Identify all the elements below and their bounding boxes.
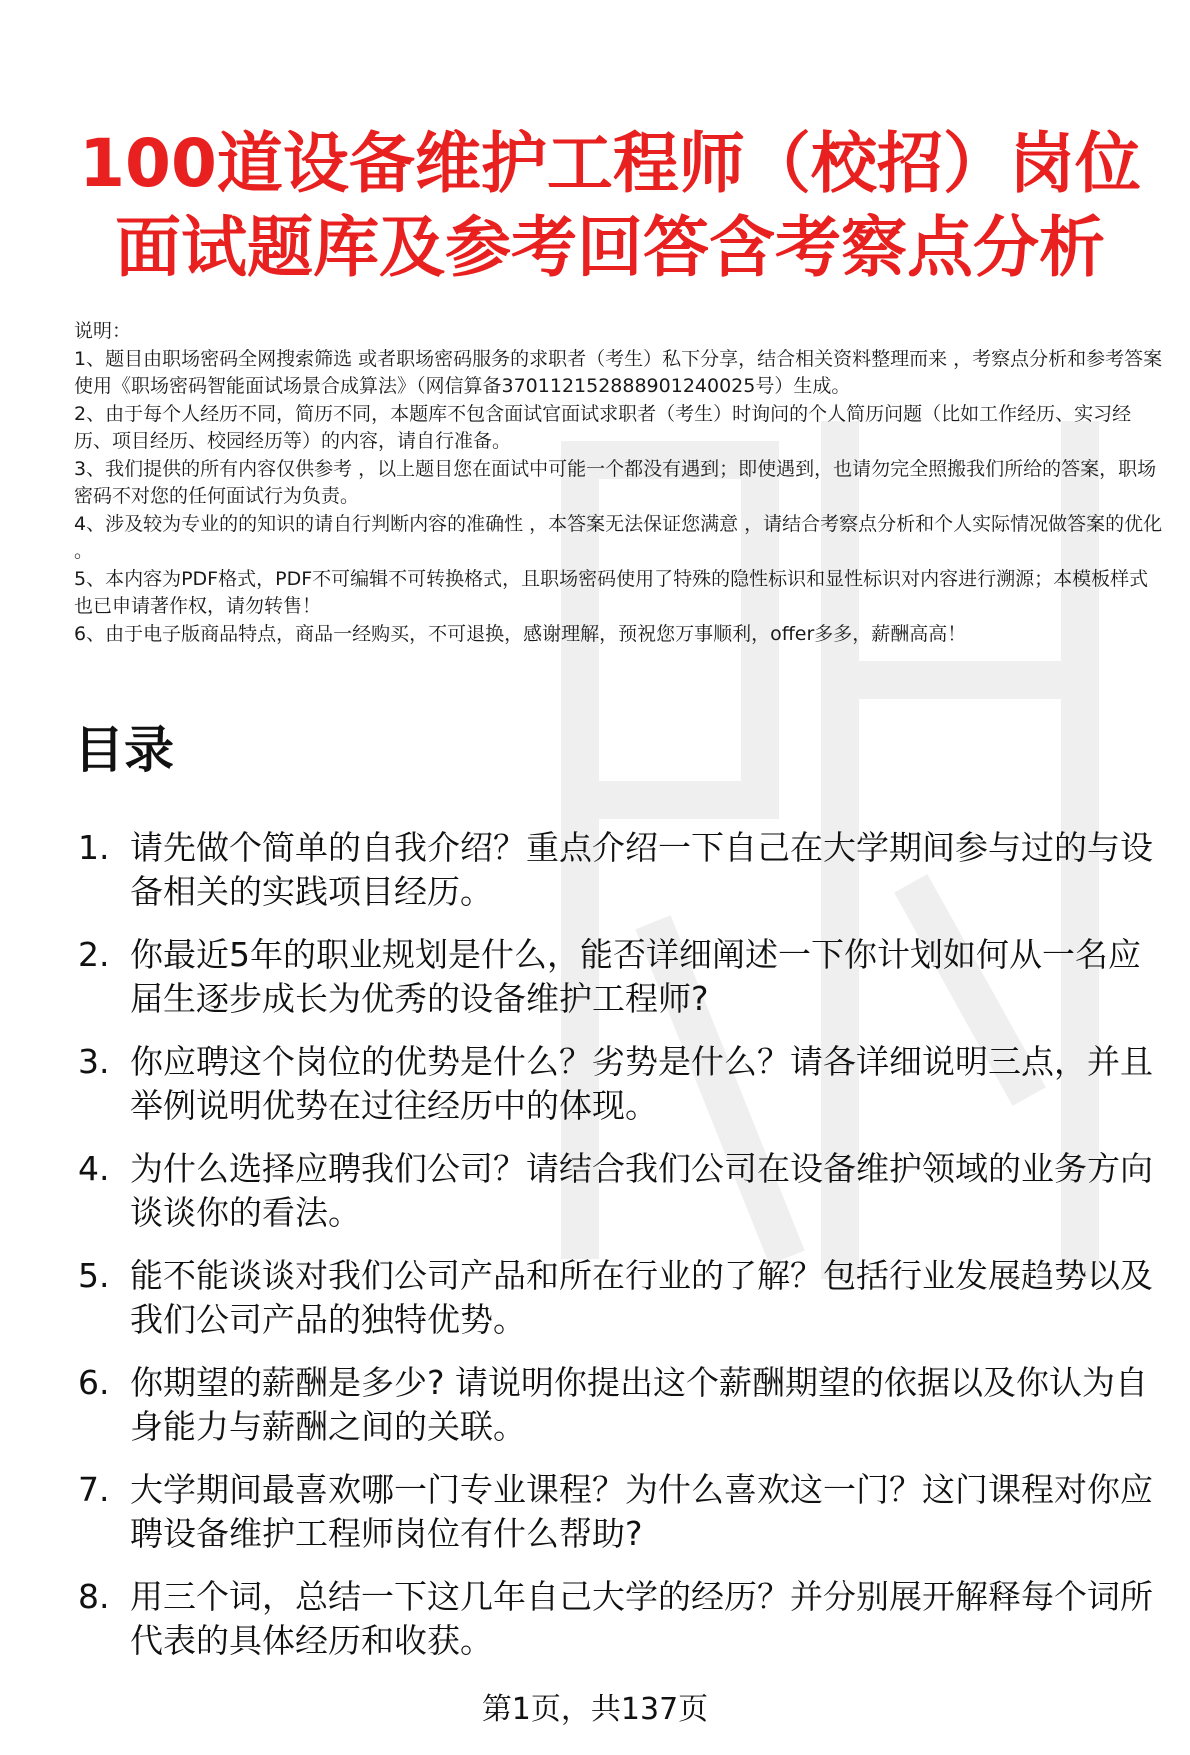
toc-item-text: 你期望的薪酬是多少? 请说明你提出这个薪酬期望的依据以及你认为自身能力与薪酬之间的关联。 — [130, 1363, 1149, 1446]
toc-item-number: 2. — [78, 935, 110, 974]
toc-item-number: 6. — [78, 1363, 110, 1402]
toc-item[interactable] — [78, 1147, 1168, 1235]
toc-item[interactable] — [78, 1575, 1168, 1663]
notes-section — [74, 318, 1164, 648]
document-title — [60, 122, 1160, 290]
toc-item-number: 1. — [78, 828, 110, 867]
toc-heading: 目录 — [74, 721, 174, 779]
toc-item-text: 你最近5年的职业规划是什么，能否详细阐述一下你计划如何从一名应届生逐步成长为优秀的设备维护工程师? — [130, 935, 1141, 1018]
toc-item[interactable] — [78, 1254, 1168, 1342]
note-item: 5、本内容为PDF格式，PDF不可编辑不可转换格式，且职场密码使用了特殊的隐性标识和显性标识对内容进行溯源；本模板样式也已申请著作权，请勿转售！ — [74, 567, 1149, 617]
toc-item-number: 3. — [78, 1042, 110, 1081]
toc-item-text: 你应聘这个岗位的优势是什么？劣势是什么？请各详细说明三点，并且举例说明优势在过往经历中的体现。 — [130, 1042, 1153, 1125]
toc-list — [78, 826, 1168, 1682]
toc-item[interactable] — [78, 933, 1168, 1021]
note-item: 3、我们提供的所有内容仅供参考 ，以上题目您在面试中可能一个都没有遇到；即使遇到，也请勿完全照搬我们所给的答案，职场密码不对您的任何面试行为负责。 — [74, 457, 1157, 507]
toc-item-text: 为什么选择应聘我们公司？请结合我们公司在设备维护领域的业务方向谈谈你的看法。 — [130, 1149, 1153, 1232]
note-item: 4、涉及较为专业的的知识的请自行判断内容的准确性 ，本答案无法保证您满意 ，请结合考察点分析和个人实际情况做答案的优化 。 — [74, 512, 1163, 562]
note-item: 1、题目由职场密码全网搜索筛选 或者职场密码服务的求职者（考生）私下分享，结合相关资料整理而来 ，考察点分析和参考答案使用《职场密码智能面试场景合成算法》（网信算备370112152888901240025号）生成。 — [74, 347, 1163, 397]
toc-item-number: 4. — [78, 1149, 110, 1188]
toc-item-text: 用三个词，总结一下这几年自己大学的经历？并分别展开解释每个词所代表的具体经历和收获。 — [130, 1577, 1153, 1660]
toc-item-text: 大学期间最喜欢哪一门专业课程？为什么喜欢这一门？这门课程对你应聘设备维护工程师岗位有什么帮助? — [130, 1470, 1153, 1553]
toc-item-number: 7. — [78, 1470, 110, 1509]
toc-item[interactable] — [78, 1040, 1168, 1128]
title-line-1: 100道设备维护工程师（校招）岗位 — [79, 125, 1141, 202]
title-line-2: 面试题库及参考回答含考察点分析 — [115, 209, 1105, 286]
notes-heading: 说明： — [74, 320, 132, 342]
toc-item[interactable] — [78, 826, 1168, 914]
toc-item[interactable] — [78, 1468, 1168, 1556]
toc-item-text: 能不能谈谈对我们公司产品和所在行业的了解？包括行业发展趋势以及我们公司产品的独特优势。 — [130, 1256, 1153, 1339]
page-footer: 第1页，共137页 — [481, 1692, 709, 1727]
toc-item-number: 8. — [78, 1577, 110, 1616]
toc-item[interactable] — [78, 1361, 1168, 1449]
note-item: 6、由于电子版商品特点，商品一经购买，不可退换，感谢理解，预祝您万事顺利，offer多多，薪酬高高！ — [74, 622, 967, 645]
toc-item-number: 5. — [78, 1256, 110, 1295]
toc-item-text: 请先做个简单的自我介绍？重点介绍一下自己在大学期间参与过的与设备相关的实践项目经历。 — [130, 828, 1153, 911]
note-item: 2、由于每个人经历不同，简历不同，本题库不包含面试官面试求职者（考生）时询问的个人简历问题（比如工作经历、实习经历、项目经历、校园经历等）的内容，请自行准备。 — [74, 402, 1132, 452]
